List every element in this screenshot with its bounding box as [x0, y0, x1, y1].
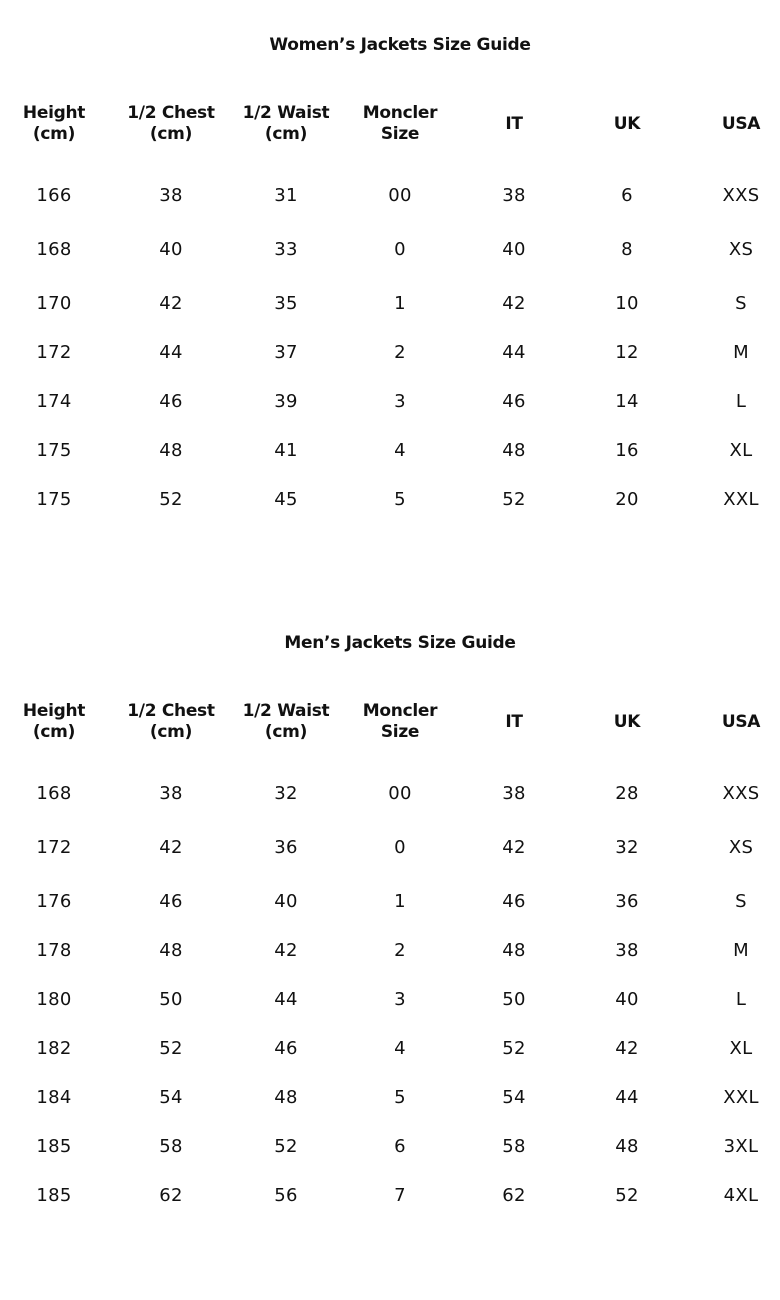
men-cell-half-chest: 50	[159, 989, 183, 1010]
women-cell-moncler-size: 1	[394, 293, 406, 314]
women-cell-height: 175	[36, 440, 72, 461]
women-cell-half-waist: 37	[274, 342, 298, 363]
women-cell-usa-size: S	[735, 293, 747, 314]
men-cell-half-waist: 52	[274, 1136, 298, 1157]
men-cell-usa-size: XS	[728, 837, 754, 858]
men-cell-half-waist: 48	[274, 1087, 298, 1108]
men-cell-it-size: 46	[502, 891, 526, 912]
women-cell-it-size: 40	[502, 239, 526, 260]
men-cell-it-size: 38	[502, 783, 526, 804]
women-cell-height: 172	[36, 342, 72, 363]
men-cell-half-waist: 32	[274, 783, 298, 804]
women-header-moncler-size: Moncler Size	[362, 103, 438, 144]
women-cell-uk-size: 12	[615, 342, 639, 363]
men-cell-it-size: 58	[502, 1136, 526, 1157]
men-cell-uk-size: 48	[615, 1136, 639, 1157]
women-cell-usa-size: XXS	[722, 185, 760, 206]
men-cell-height: 184	[36, 1087, 72, 1108]
men-cell-it-size: 62	[502, 1185, 526, 1206]
men-cell-it-size: 54	[502, 1087, 526, 1108]
women-cell-it-size: 52	[502, 489, 526, 510]
men-cell-half-chest: 38	[159, 783, 183, 804]
women-guide-title: Women’s Jackets Size Guide	[269, 35, 531, 55]
men-cell-usa-size: XL	[729, 1038, 753, 1059]
men-cell-moncler-size: 5	[394, 1087, 406, 1108]
men-cell-half-waist: 40	[274, 891, 298, 912]
men-cell-height: 176	[36, 891, 72, 912]
women-cell-usa-size: XL	[729, 440, 753, 461]
men-cell-uk-size: 36	[615, 891, 639, 912]
table-row	[0, 987, 780, 1013]
men-cell-moncler-size: 2	[394, 940, 406, 961]
table-row	[0, 340, 780, 366]
women-cell-half-chest: 40	[159, 239, 183, 260]
men-header-height: Height (cm)	[22, 701, 86, 742]
men-header-uk-size: UK	[613, 711, 641, 732]
men-cell-height: 178	[36, 940, 72, 961]
men-cell-usa-size: S	[735, 891, 747, 912]
women-cell-half-waist: 35	[274, 293, 298, 314]
women-cell-moncler-size: 5	[394, 489, 406, 510]
women-cell-moncler-size: 4	[394, 440, 406, 461]
women-cell-usa-size: XS	[728, 239, 754, 260]
men-cell-uk-size: 38	[615, 940, 639, 961]
women-cell-half-chest: 52	[159, 489, 183, 510]
table-row	[0, 1134, 780, 1160]
men-cell-moncler-size: 7	[394, 1185, 406, 1206]
men-cell-uk-size: 40	[615, 989, 639, 1010]
men-cell-height: 180	[36, 989, 72, 1010]
women-cell-uk-size: 8	[621, 239, 633, 260]
women-cell-uk-size: 14	[615, 391, 639, 412]
men-cell-uk-size: 32	[615, 837, 639, 858]
women-cell-it-size: 38	[502, 185, 526, 206]
men-cell-it-size: 42	[502, 837, 526, 858]
women-cell-half-waist: 39	[274, 391, 298, 412]
table-row	[0, 1085, 780, 1111]
women-header-half-waist: 1/2 Waist (cm)	[242, 103, 330, 144]
men-cell-half-waist: 46	[274, 1038, 298, 1059]
men-cell-uk-size: 52	[615, 1185, 639, 1206]
men-cell-half-chest: 42	[159, 837, 183, 858]
women-cell-half-chest: 48	[159, 440, 183, 461]
men-cell-moncler-size: 0	[394, 837, 406, 858]
men-cell-half-chest: 58	[159, 1136, 183, 1157]
men-cell-usa-size: L	[735, 989, 747, 1010]
women-cell-moncler-size: 3	[394, 391, 406, 412]
women-cell-usa-size: M	[733, 342, 749, 363]
table-row	[0, 938, 780, 964]
men-header-it-size: IT	[505, 711, 523, 732]
men-cell-half-chest: 46	[159, 891, 183, 912]
men-cell-height: 185	[36, 1136, 72, 1157]
men-cell-height: 182	[36, 1038, 72, 1059]
women-cell-height: 168	[36, 239, 72, 260]
women-cell-it-size: 42	[502, 293, 526, 314]
men-header-half-waist: 1/2 Waist (cm)	[242, 701, 330, 742]
women-header-usa-size: USA	[721, 113, 761, 134]
men-cell-uk-size: 42	[615, 1038, 639, 1059]
women-cell-half-chest: 38	[159, 185, 183, 206]
women-cell-usa-size: XXL	[723, 489, 759, 510]
men-cell-height: 185	[36, 1185, 72, 1206]
table-row	[0, 183, 780, 209]
women-cell-usa-size: L	[735, 391, 747, 412]
table-row	[0, 237, 780, 263]
women-cell-it-size: 44	[502, 342, 526, 363]
men-cell-height: 172	[36, 837, 72, 858]
men-cell-it-size: 48	[502, 940, 526, 961]
women-cell-half-waist: 33	[274, 239, 298, 260]
men-cell-moncler-size: 4	[394, 1038, 406, 1059]
women-header-it-size: IT	[505, 113, 523, 134]
table-row	[0, 889, 780, 915]
women-cell-half-chest: 42	[159, 293, 183, 314]
men-cell-half-waist: 42	[274, 940, 298, 961]
men-cell-height: 168	[36, 783, 72, 804]
women-cell-uk-size: 16	[615, 440, 639, 461]
men-cell-it-size: 52	[502, 1038, 526, 1059]
men-cell-moncler-size: 6	[394, 1136, 406, 1157]
men-cell-usa-size: 4XL	[723, 1185, 759, 1206]
men-cell-half-waist: 44	[274, 989, 298, 1010]
women-cell-uk-size: 20	[615, 489, 639, 510]
women-cell-uk-size: 6	[621, 185, 633, 206]
women-cell-moncler-size: 0	[394, 239, 406, 260]
women-cell-half-waist: 31	[274, 185, 298, 206]
women-cell-height: 166	[36, 185, 72, 206]
women-cell-height: 174	[36, 391, 72, 412]
table-row	[0, 291, 780, 317]
table-row	[0, 835, 780, 861]
men-cell-usa-size: 3XL	[723, 1136, 759, 1157]
women-header-height: Height (cm)	[22, 103, 86, 144]
table-row	[0, 781, 780, 807]
women-cell-half-waist: 45	[274, 489, 298, 510]
table-row	[0, 438, 780, 464]
table-row	[0, 389, 780, 415]
women-cell-height: 170	[36, 293, 72, 314]
women-cell-half-waist: 41	[274, 440, 298, 461]
men-table-header	[0, 698, 780, 746]
men-cell-half-chest: 52	[159, 1038, 183, 1059]
men-cell-moncler-size: 1	[394, 891, 406, 912]
women-cell-moncler-size: 00	[388, 185, 412, 206]
women-header-half-chest: 1/2 Chest (cm)	[127, 103, 215, 144]
men-cell-half-waist: 56	[274, 1185, 298, 1206]
women-cell-moncler-size: 2	[394, 342, 406, 363]
men-cell-half-waist: 36	[274, 837, 298, 858]
men-cell-usa-size: M	[733, 940, 749, 961]
men-cell-half-chest: 48	[159, 940, 183, 961]
table-row	[0, 487, 780, 513]
men-cell-uk-size: 44	[615, 1087, 639, 1108]
table-row	[0, 1183, 780, 1209]
women-cell-it-size: 46	[502, 391, 526, 412]
women-cell-height: 175	[36, 489, 72, 510]
men-cell-usa-size: XXL	[723, 1087, 759, 1108]
men-header-moncler-size: Moncler Size	[362, 701, 438, 742]
women-cell-uk-size: 10	[615, 293, 639, 314]
men-cell-uk-size: 28	[615, 783, 639, 804]
men-cell-half-chest: 62	[159, 1185, 183, 1206]
women-cell-it-size: 48	[502, 440, 526, 461]
women-table-header	[0, 100, 780, 148]
women-cell-half-chest: 46	[159, 391, 183, 412]
women-cell-half-chest: 44	[159, 342, 183, 363]
men-guide-title: Men’s Jackets Size Guide	[284, 633, 516, 653]
men-cell-moncler-size: 3	[394, 989, 406, 1010]
women-header-uk-size: UK	[613, 113, 641, 134]
men-header-usa-size: USA	[721, 711, 761, 732]
men-cell-it-size: 50	[502, 989, 526, 1010]
men-cell-half-chest: 54	[159, 1087, 183, 1108]
men-cell-moncler-size: 00	[388, 783, 412, 804]
men-cell-usa-size: XXS	[722, 783, 760, 804]
men-header-half-chest: 1/2 Chest (cm)	[127, 701, 215, 742]
table-row	[0, 1036, 780, 1062]
